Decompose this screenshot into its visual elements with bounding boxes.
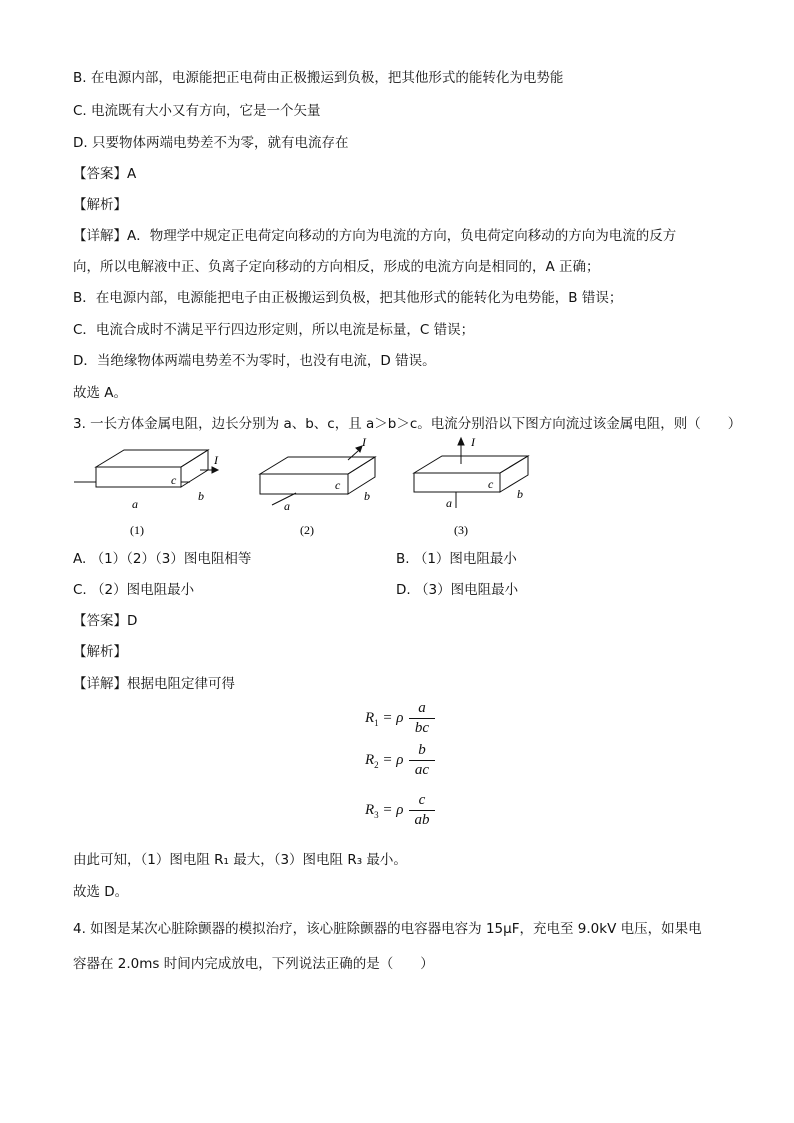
q3-conclusion: 故选 D。 [73, 884, 129, 900]
q3-option-a: A. （1）（2）（3）图电阻相等 [73, 551, 252, 567]
q3-option-b: B. （1）图电阻最小 [396, 551, 517, 567]
q4-line-1: 4. 如图是某次心脏除颤器的模拟治疗，该心脏除颤器的电容器电容为 15μF，充电至 9.0kV 电压，如果电 [73, 921, 702, 937]
q3-figure [60, 430, 540, 545]
fig3-caption: (3) [454, 523, 468, 537]
q2-answer: 【答案】A [73, 166, 137, 182]
fig1-label-c: c [171, 473, 177, 487]
fig3-label-c: c [488, 477, 494, 491]
q3-option-c: C. （2）图电阻最小 [73, 582, 195, 598]
q2-detail-line-5: D．当绝缘物体两端电势差不为零时，也没有电流，D 错误。 [73, 353, 436, 369]
q3-result: 由此可知，（1）图电阻 R₁ 最大，（3）图电阻 R₃ 最小。 [73, 852, 407, 868]
q2-conclusion: 故选 A。 [73, 385, 128, 401]
q2-detail-line-3: B．在电源内部，电源能把电子由正极搬运到负极，把其他形式的能转化为电势能，B 错误； [73, 290, 623, 306]
q2-detail-line-1: 【详解】A．物理学中规定正电荷定向移动的方向为电流的方向，负电荷定向移动的方向为电流的反方 [73, 228, 677, 244]
fig3-label-a: a [446, 496, 452, 510]
q2-detail-line-2: 向，所以电解液中正、负离子定向移动的方向相反，形成的电流方向是相同的，A 正确； [73, 259, 600, 275]
q2-detail-line-4: C．电流合成时不满足平行四边形定则，所以电流是标量，C 错误； [73, 322, 475, 338]
fig2-label-I: I [362, 435, 366, 449]
figure-1-block [74, 450, 218, 487]
fig2-caption: (2) [300, 523, 314, 537]
q3-analysis-label: 【解析】 [73, 644, 127, 660]
fig2-label-c: c [335, 478, 341, 492]
q2-option-d: D. 只要物体两端电势差不为零，就有电流存在 [73, 135, 349, 151]
fig2-label-b: b [364, 489, 370, 503]
fig1-label-b: b [198, 489, 204, 503]
q3-detail-intro: 【详解】根据电阻定律可得 [73, 676, 235, 692]
q4-line-2: 容器在 2.0ms 时间内完成放电，下列说法正确的是（ ） [73, 956, 434, 972]
fig1-caption: (1) [130, 523, 144, 537]
fig1-label-I: I [214, 453, 218, 467]
q3-stem: 3. 一长方体金属电阻，边长分别为 a、b、c，且 a＞b＞c。电流分别沿以下图方向流过该金属电阻，则（ ） [73, 416, 742, 432]
q2-option-c: C. 电流既有大小又有方向，它是一个矢量 [73, 103, 321, 119]
fig3-label-b: b [517, 487, 523, 501]
q3-option-d: D. （3）图电阻最小 [396, 582, 519, 598]
q2-analysis-label: 【解析】 [73, 197, 127, 213]
fig1-label-a: a [132, 497, 138, 511]
fig3-label-I: I [471, 435, 475, 449]
q2-option-b: B. 在电源内部，电源能把正电荷由正极搬运到负极，把其他形式的能转化为电势能 [73, 70, 564, 86]
fig2-label-a: a [284, 499, 290, 513]
figure-2-block [260, 446, 375, 505]
q3-answer: 【答案】D [73, 613, 138, 629]
